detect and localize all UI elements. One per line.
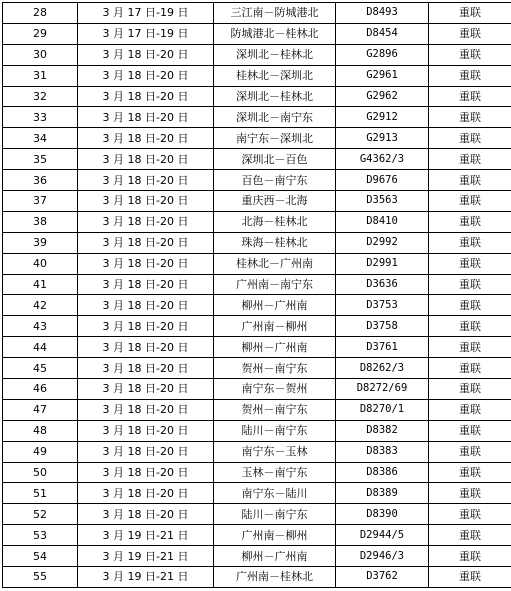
- route-cell: 柳州－广州南: [214, 546, 336, 567]
- row-number-cell: 41: [3, 274, 78, 295]
- date-range-cell: 3 月 18 日-20 日: [78, 358, 214, 379]
- route-cell: 深圳北－桂林北: [214, 44, 336, 65]
- train-number-cell: D2992: [336, 232, 429, 253]
- route-cell: 深圳北－南宁东: [214, 107, 336, 128]
- operation-type-cell: 重联: [429, 23, 511, 44]
- route-cell: 珠海－桂林北: [214, 232, 336, 253]
- train-schedule-table: [2, 2, 511, 588]
- date-range-cell: 3 月 18 日-20 日: [78, 295, 214, 316]
- row-number-cell: 33: [3, 107, 78, 128]
- route-cell: 深圳北－百色: [214, 149, 336, 170]
- date-range-cell: 3 月 18 日-20 日: [78, 149, 214, 170]
- route-cell: 广州南－南宁东: [214, 274, 336, 295]
- row-number-cell: 42: [3, 295, 78, 316]
- table-row: [3, 44, 511, 65]
- operation-type-cell: 重联: [429, 211, 511, 232]
- train-number-cell: D3762: [336, 567, 429, 588]
- train-number-cell: D8272/69: [336, 379, 429, 400]
- date-range-cell: 3 月 18 日-20 日: [78, 170, 214, 191]
- train-number-cell: G2961: [336, 65, 429, 86]
- date-range-cell: 3 月 18 日-20 日: [78, 274, 214, 295]
- train-number-cell: D2946/3: [336, 546, 429, 567]
- route-cell: 重庆西－北海: [214, 191, 336, 212]
- row-number-cell: 40: [3, 253, 78, 274]
- operation-type-cell: 重联: [429, 379, 511, 400]
- date-range-cell: 3 月 17 日-19 日: [78, 23, 214, 44]
- route-cell: 南宁东－贺州: [214, 379, 336, 400]
- table-row: [3, 211, 511, 232]
- route-cell: 百色－南宁东: [214, 170, 336, 191]
- route-cell: 广州南－柳州: [214, 316, 336, 337]
- row-number-cell: 31: [3, 65, 78, 86]
- train-number-cell: D8389: [336, 483, 429, 504]
- train-number-cell: D8386: [336, 462, 429, 483]
- row-number-cell: 50: [3, 462, 78, 483]
- date-range-cell: 3 月 18 日-20 日: [78, 462, 214, 483]
- table-row: [3, 274, 511, 295]
- operation-type-cell: 重联: [429, 337, 511, 358]
- operation-type-cell: 重联: [429, 128, 511, 149]
- date-range-cell: 3 月 18 日-20 日: [78, 483, 214, 504]
- operation-type-cell: 重联: [429, 441, 511, 462]
- date-range-cell: 3 月 18 日-20 日: [78, 337, 214, 358]
- table-row: [3, 170, 511, 191]
- operation-type-cell: 重联: [429, 399, 511, 420]
- train-number-cell: G4362/3: [336, 149, 429, 170]
- table-row: [3, 128, 511, 149]
- operation-type-cell: 重联: [429, 253, 511, 274]
- train-number-cell: D8262/3: [336, 358, 429, 379]
- route-cell: 柳州－广州南: [214, 337, 336, 358]
- row-number-cell: 52: [3, 504, 78, 525]
- operation-type-cell: 重联: [429, 462, 511, 483]
- date-range-cell: 3 月 19 日-21 日: [78, 567, 214, 588]
- operation-type-cell: 重联: [429, 295, 511, 316]
- train-number-cell: D2991: [336, 253, 429, 274]
- train-number-cell: D3636: [336, 274, 429, 295]
- table-row: [3, 86, 511, 107]
- row-number-cell: 30: [3, 44, 78, 65]
- route-cell: 防城港北－桂林北: [214, 23, 336, 44]
- train-number-cell: D3761: [336, 337, 429, 358]
- operation-type-cell: 重联: [429, 3, 511, 24]
- row-number-cell: 35: [3, 149, 78, 170]
- table-row: [3, 504, 511, 525]
- operation-type-cell: 重联: [429, 358, 511, 379]
- route-cell: 贺州－南宁东: [214, 358, 336, 379]
- operation-type-cell: 重联: [429, 170, 511, 191]
- operation-type-cell: 重联: [429, 504, 511, 525]
- row-number-cell: 37: [3, 191, 78, 212]
- route-cell: 广州南－桂林北: [214, 567, 336, 588]
- row-number-cell: 39: [3, 232, 78, 253]
- date-range-cell: 3 月 18 日-20 日: [78, 504, 214, 525]
- operation-type-cell: 重联: [429, 232, 511, 253]
- table-row: [3, 65, 511, 86]
- table-row: [3, 420, 511, 441]
- date-range-cell: 3 月 18 日-20 日: [78, 128, 214, 149]
- table-row: [3, 337, 511, 358]
- table-row: [3, 23, 511, 44]
- table-row: [3, 379, 511, 400]
- train-number-cell: D3758: [336, 316, 429, 337]
- row-number-cell: 36: [3, 170, 78, 191]
- operation-type-cell: 重联: [429, 316, 511, 337]
- row-number-cell: 45: [3, 358, 78, 379]
- train-number-cell: D8454: [336, 23, 429, 44]
- train-number-cell: D8270/1: [336, 399, 429, 420]
- date-range-cell: 3 月 17 日-19 日: [78, 3, 214, 24]
- row-number-cell: 51: [3, 483, 78, 504]
- route-cell: 柳州－广州南: [214, 295, 336, 316]
- table-row: [3, 107, 511, 128]
- table-row: [3, 462, 511, 483]
- operation-type-cell: 重联: [429, 191, 511, 212]
- date-range-cell: 3 月 18 日-20 日: [78, 420, 214, 441]
- operation-type-cell: 重联: [429, 149, 511, 170]
- row-number-cell: 53: [3, 525, 78, 546]
- date-range-cell: 3 月 19 日-21 日: [78, 525, 214, 546]
- schedule-body: [3, 3, 511, 588]
- table-row: [3, 546, 511, 567]
- row-number-cell: 47: [3, 399, 78, 420]
- train-number-cell: G2896: [336, 44, 429, 65]
- operation-type-cell: 重联: [429, 86, 511, 107]
- operation-type-cell: 重联: [429, 44, 511, 65]
- route-cell: 陆川－南宁东: [214, 504, 336, 525]
- row-number-cell: 46: [3, 379, 78, 400]
- row-number-cell: 54: [3, 546, 78, 567]
- table-row: [3, 316, 511, 337]
- route-cell: 三江南－防城港北: [214, 3, 336, 24]
- date-range-cell: 3 月 18 日-20 日: [78, 232, 214, 253]
- date-range-cell: 3 月 18 日-20 日: [78, 65, 214, 86]
- row-number-cell: 43: [3, 316, 78, 337]
- table-row: [3, 399, 511, 420]
- row-number-cell: 28: [3, 3, 78, 24]
- train-number-cell: D8390: [336, 504, 429, 525]
- train-number-cell: D3753: [336, 295, 429, 316]
- route-cell: 贺州－南宁东: [214, 399, 336, 420]
- train-number-cell: D8383: [336, 441, 429, 462]
- train-number-cell: D2944/5: [336, 525, 429, 546]
- date-range-cell: 3 月 18 日-20 日: [78, 316, 214, 337]
- route-cell: 深圳北－桂林北: [214, 86, 336, 107]
- date-range-cell: 3 月 18 日-20 日: [78, 399, 214, 420]
- table-row: [3, 253, 511, 274]
- operation-type-cell: 重联: [429, 567, 511, 588]
- route-cell: 广州南－柳州: [214, 525, 336, 546]
- date-range-cell: 3 月 18 日-20 日: [78, 107, 214, 128]
- train-number-cell: D9676: [336, 170, 429, 191]
- table-row: [3, 358, 511, 379]
- train-number-cell: G2913: [336, 128, 429, 149]
- train-number-cell: G2912: [336, 107, 429, 128]
- table-row: [3, 567, 511, 588]
- route-cell: 陆川－南宁东: [214, 420, 336, 441]
- operation-type-cell: 重联: [429, 274, 511, 295]
- table-row: [3, 149, 511, 170]
- train-number-cell: D3563: [336, 191, 429, 212]
- operation-type-cell: 重联: [429, 107, 511, 128]
- row-number-cell: 44: [3, 337, 78, 358]
- operation-type-cell: 重联: [429, 483, 511, 504]
- date-range-cell: 3 月 19 日-21 日: [78, 546, 214, 567]
- date-range-cell: 3 月 18 日-20 日: [78, 86, 214, 107]
- operation-type-cell: 重联: [429, 546, 511, 567]
- operation-type-cell: 重联: [429, 420, 511, 441]
- operation-type-cell: 重联: [429, 525, 511, 546]
- train-number-cell: D8493: [336, 3, 429, 24]
- table-row: [3, 191, 511, 212]
- row-number-cell: 38: [3, 211, 78, 232]
- route-cell: 南宁东－陆川: [214, 483, 336, 504]
- train-number-cell: D8382: [336, 420, 429, 441]
- route-cell: 南宁东－深圳北: [214, 128, 336, 149]
- date-range-cell: 3 月 18 日-20 日: [78, 44, 214, 65]
- row-number-cell: 34: [3, 128, 78, 149]
- table-row: [3, 525, 511, 546]
- row-number-cell: 49: [3, 441, 78, 462]
- route-cell: 玉林－南宁东: [214, 462, 336, 483]
- row-number-cell: 32: [3, 86, 78, 107]
- operation-type-cell: 重联: [429, 65, 511, 86]
- date-range-cell: 3 月 18 日-20 日: [78, 441, 214, 462]
- route-cell: 桂林北－广州南: [214, 253, 336, 274]
- row-number-cell: 29: [3, 23, 78, 44]
- table-row: [3, 3, 511, 24]
- route-cell: 南宁东－玉林: [214, 441, 336, 462]
- table-row: [3, 483, 511, 504]
- row-number-cell: 48: [3, 420, 78, 441]
- table-row: [3, 295, 511, 316]
- date-range-cell: 3 月 18 日-20 日: [78, 253, 214, 274]
- route-cell: 桂林北－深圳北: [214, 65, 336, 86]
- train-number-cell: D8410: [336, 211, 429, 232]
- train-number-cell: G2962: [336, 86, 429, 107]
- row-number-cell: 55: [3, 567, 78, 588]
- date-range-cell: 3 月 18 日-20 日: [78, 211, 214, 232]
- date-range-cell: 3 月 18 日-20 日: [78, 191, 214, 212]
- route-cell: 北海－桂林北: [214, 211, 336, 232]
- date-range-cell: 3 月 18 日-20 日: [78, 379, 214, 400]
- table-row: [3, 441, 511, 462]
- table-row: [3, 232, 511, 253]
